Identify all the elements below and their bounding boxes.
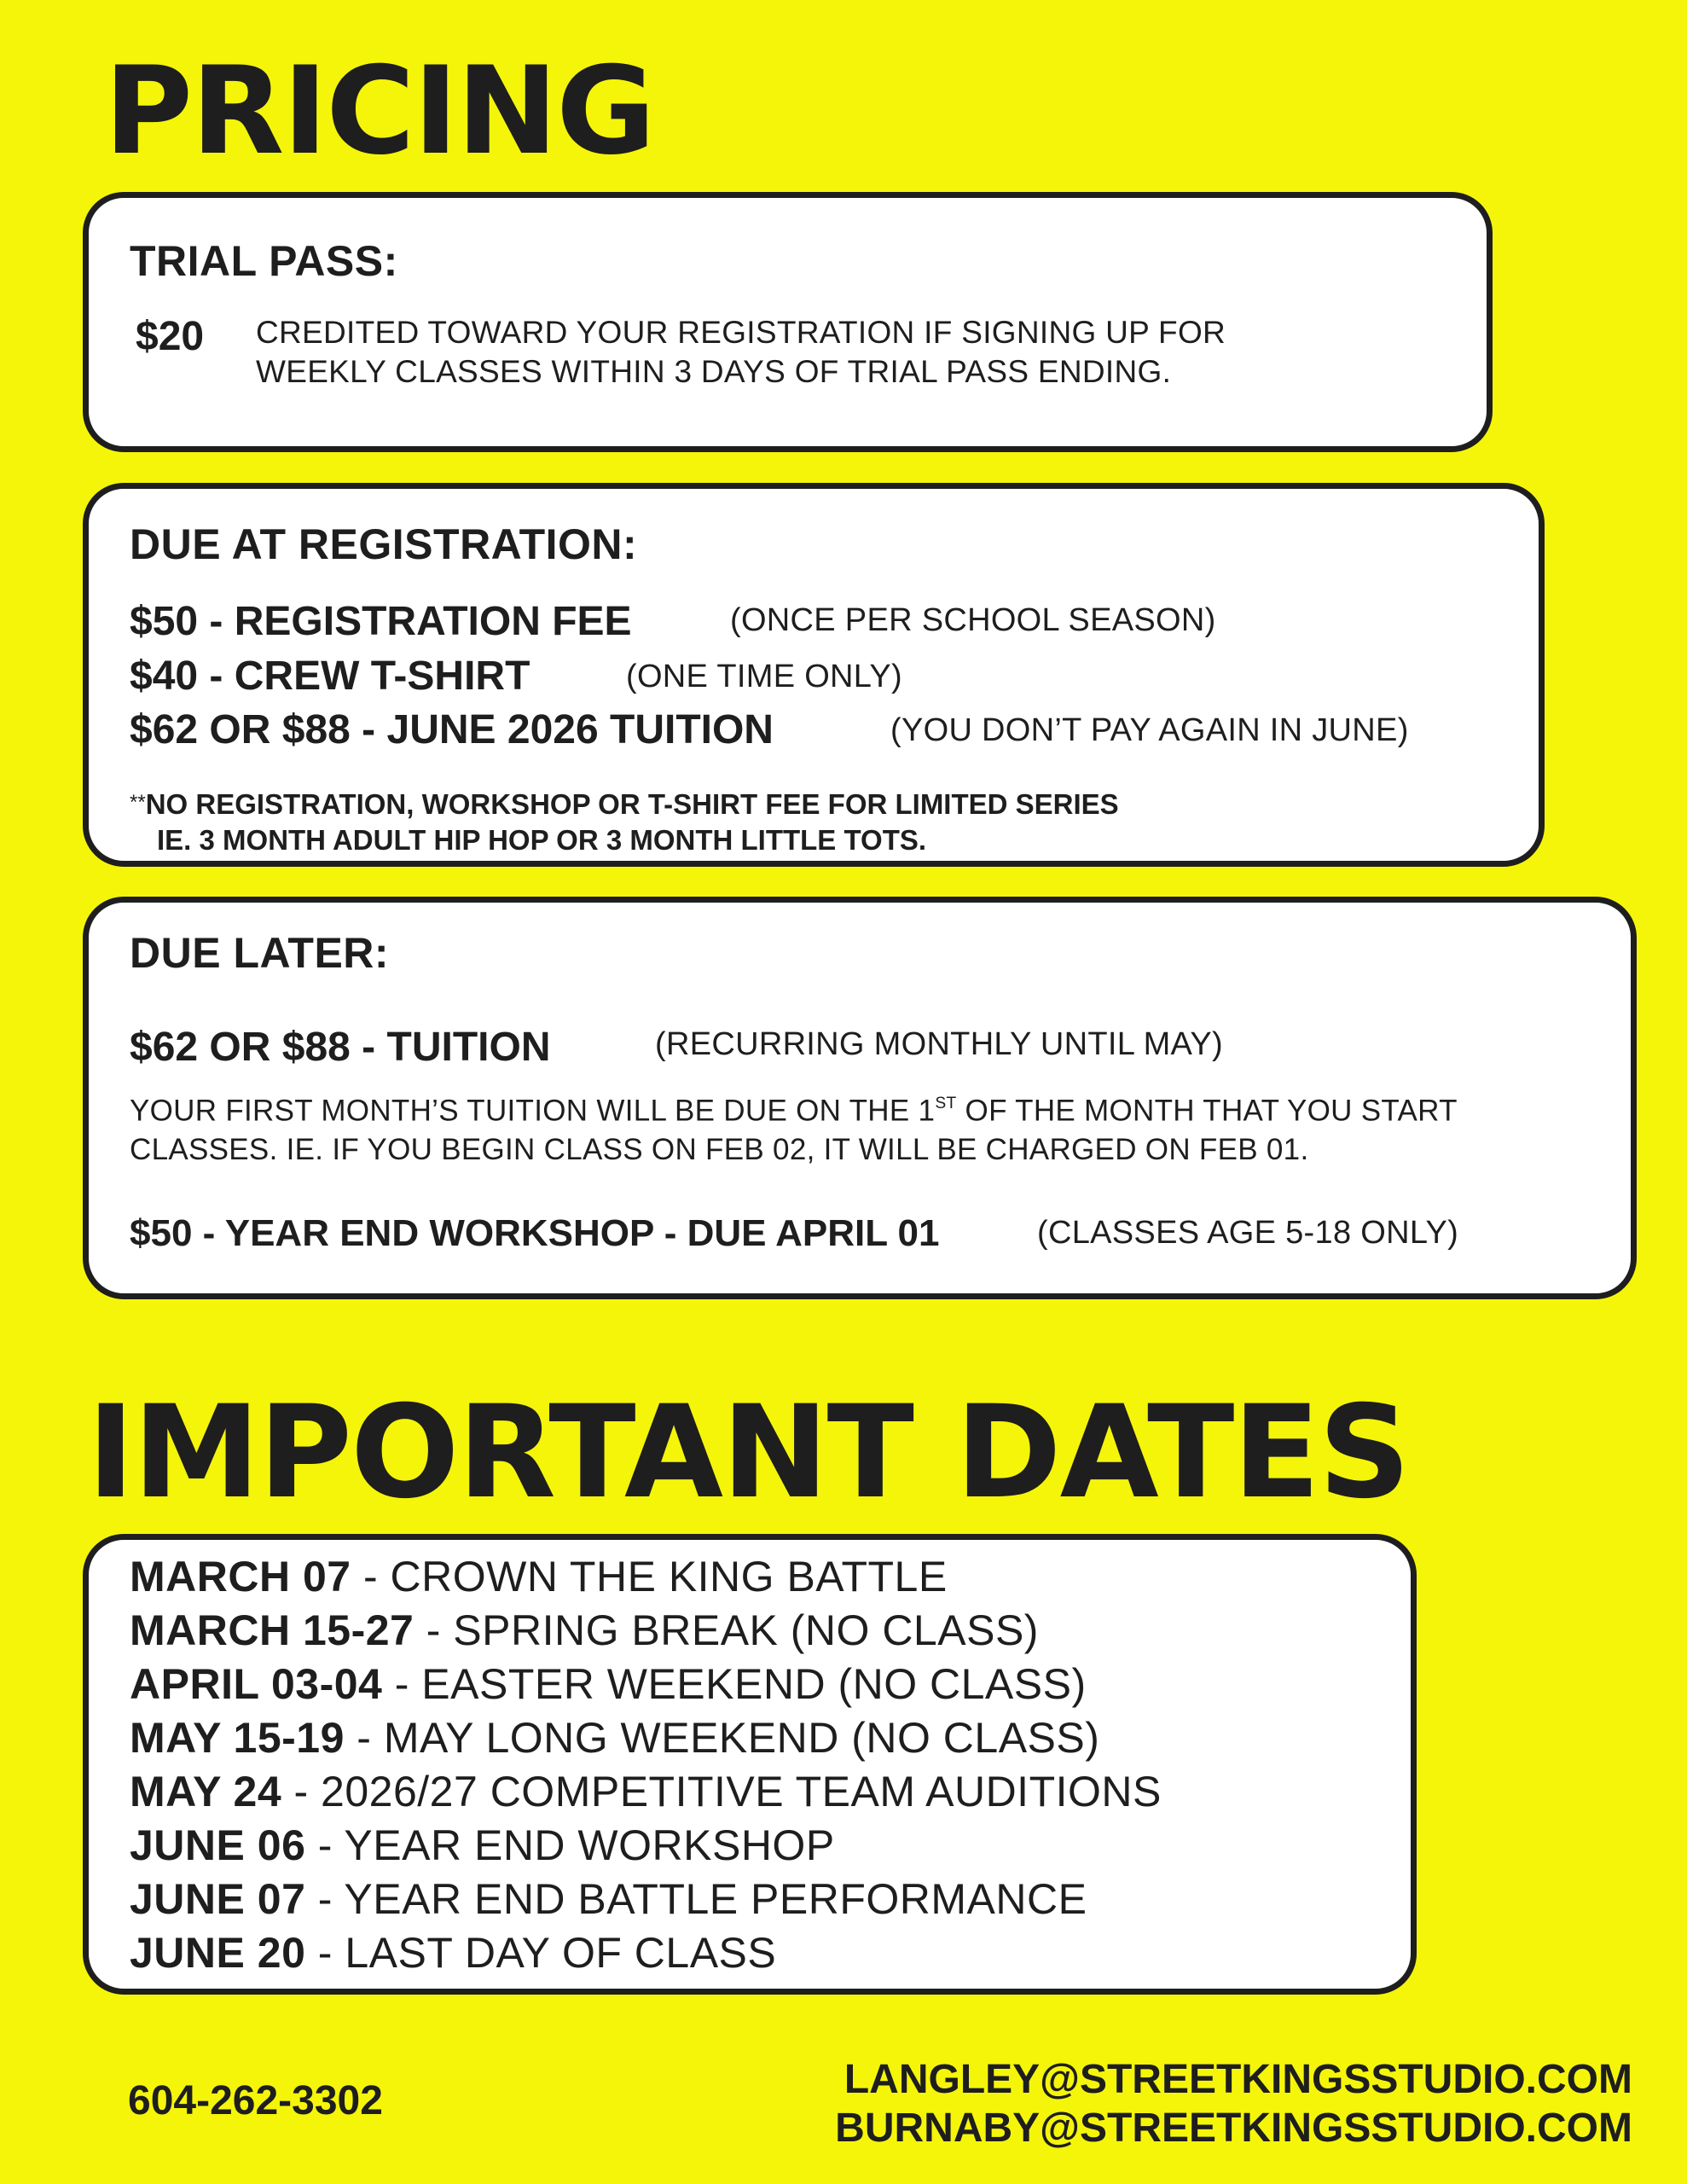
date-label: MARCH 07 [130, 1553, 351, 1600]
phone-number[interactable]: 604-262-3302 [128, 2078, 383, 2123]
monthly-tuition-label: $62 OR $88 - TUITION [130, 1025, 551, 1070]
limited-series-fine-print [130, 785, 1119, 858]
year-end-workshop-label: $50 - YEAR END WORKSHOP - DUE APRIL 01 [130, 1212, 940, 1254]
date-event: - SPRING BREAK (NO CLASS) [414, 1606, 1039, 1654]
explanation-line-2: CLASSES. IE. IF YOU BEGIN CLASS ON FEB 02, IT WILL BE CHARGED ON FEB 01. [130, 1133, 1309, 1167]
crew-tshirt-label: $40 - CREW T-SHIRT [130, 653, 530, 699]
date-label: JUNE 07 [130, 1875, 306, 1923]
date-label: MARCH 15-27 [130, 1606, 415, 1654]
date-item [130, 1659, 1087, 1709]
registration-fee-label: $50 - REGISTRATION FEE [130, 599, 632, 644]
date-event: - 2026/27 COMPETITIVE TEAM AUDITIONS [281, 1768, 1162, 1815]
june-tuition-note: (YOU DON’T PAY AGAIN IN JUNE) [890, 712, 1409, 748]
explanation-part-1: YOUR FIRST MONTH’S TUITION WILL BE DUE ON THE 1 [130, 1094, 936, 1128]
date-item [130, 1713, 1099, 1763]
registration-panel [83, 483, 1545, 867]
date-label: MAY 15-19 [130, 1714, 345, 1762]
trial-pass-description [256, 313, 1226, 392]
date-event: - CROWN THE KING BATTLE [351, 1553, 948, 1600]
explanation-superscript: ST [935, 1095, 957, 1112]
date-item [130, 1606, 1039, 1655]
due-later-panel [83, 897, 1637, 1299]
date-item [130, 1552, 948, 1601]
crew-tshirt-note: (ONE TIME ONLY) [626, 659, 903, 694]
fine-print-line-2: IE. 3 MONTH ADULT HIP HOP OR 3 MONTH LITTLE TOTS. [157, 824, 927, 856]
first-month-explanation [130, 1084, 1458, 1170]
trial-pass-description-line-1: CREDITED TOWARD YOUR REGISTRATION IF SIGNING UP FOR [256, 315, 1226, 350]
date-label: MAY 24 [130, 1768, 282, 1815]
date-label: APRIL 03-04 [130, 1660, 383, 1708]
trial-pass-description-line-2: WEEKLY CLASSES WITHIN 3 DAYS OF TRIAL PASS ENDING. [256, 354, 1172, 389]
monthly-tuition-note: (RECURRING MONTHLY UNTIL MAY) [655, 1026, 1223, 1062]
date-item [130, 1767, 1162, 1816]
trial-pass-title: TRIAL PASS: [130, 237, 398, 285]
date-label: JUNE 20 [130, 1929, 306, 1977]
pricing-heading: PRICING [104, 41, 654, 182]
date-event: - EASTER WEEKEND (NO CLASS) [382, 1660, 1087, 1708]
important-dates-heading: IMPORTANT DATES [87, 1379, 1409, 1527]
date-item [130, 1928, 776, 1978]
burnaby-email-link[interactable]: BURNABY@STREETKINGSSTUDIO.COM [835, 2106, 1632, 2151]
langley-email-link[interactable]: LANGLEY@STREETKINGSSTUDIO.COM [844, 2057, 1632, 2102]
fine-print-line-1: NO REGISTRATION, WORKSHOP OR T-SHIRT FEE FOR LIMITED SERIES [145, 788, 1119, 820]
explanation-part-2: OF THE MONTH THAT YOU START [956, 1094, 1458, 1128]
important-dates-panel [83, 1534, 1417, 1995]
due-later-title: DUE LATER: [130, 929, 390, 977]
june-tuition-label: $62 OR $88 - JUNE 2026 TUITION [130, 707, 774, 752]
date-item [130, 1874, 1087, 1924]
registration-fee-note: (ONCE PER SCHOOL SEASON) [730, 602, 1216, 638]
date-event: - LAST DAY OF CLASS [305, 1929, 777, 1977]
date-event: - YEAR END BATTLE PERFORMANCE [305, 1875, 1087, 1923]
date-event: - YEAR END WORKSHOP [305, 1821, 835, 1869]
registration-title: DUE AT REGISTRATION: [130, 520, 638, 568]
date-event: - MAY LONG WEEKEND (NO CLASS) [344, 1714, 1100, 1762]
fine-print-asterisks: ** [130, 791, 146, 814]
year-end-workshop-note: (CLASSES AGE 5-18 ONLY) [1037, 1215, 1459, 1251]
date-label: JUNE 06 [130, 1821, 306, 1869]
date-item [130, 1821, 835, 1870]
trial-pass-panel [83, 192, 1493, 452]
trial-pass-price: $20 [136, 314, 205, 359]
